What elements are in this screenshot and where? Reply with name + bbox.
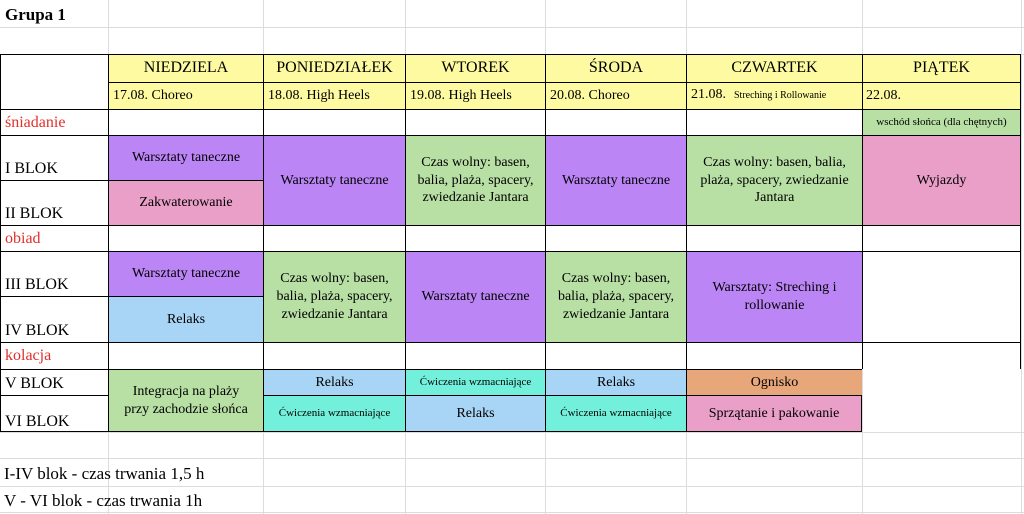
relaks-cell[interactable]: Relaks [108, 296, 263, 342]
empty-cell[interactable] [405, 109, 545, 135]
date-cell-niedziela[interactable] [108, 82, 263, 109]
warsztaty-streching-cell[interactable]: Warsztaty: Streching i rollowanie [686, 251, 862, 342]
date-piatek: 22.08. [866, 88, 901, 103]
integracja-cell[interactable]: Integracja na plaży przy zachodzie słońca [108, 369, 263, 432]
empty-cell[interactable] [686, 109, 862, 135]
row-label-obiad[interactable] [0, 225, 108, 251]
warsztaty-taneczne-cell[interactable]: Warsztaty taneczne [108, 251, 263, 296]
warsztaty-taneczne-cell[interactable]: Warsztaty taneczne [545, 135, 686, 225]
kolacja-label: kolacja [5, 347, 52, 364]
czas-wolny-cell[interactable]: Czas wolny: basen, balia, plaża, spacery, zwiedzanie Jantara [686, 135, 862, 225]
note-duration-2: V - VI blok - czas trwania 1h [4, 491, 203, 510]
cwiczenia-cell[interactable]: Ćwiczenia wzmacniające [263, 395, 405, 432]
relaks-cell[interactable]: Relaks [405, 395, 545, 432]
empty-cell[interactable] [545, 225, 686, 251]
czas-wolny-cell[interactable]: Czas wolny: basen, balia, plaża, spacery, zwiedzanie Jantara [263, 251, 405, 342]
sprzatanie-cell[interactable]: Sprzątanie i pakowanie [686, 395, 862, 432]
date-sroda: 20.08. Choreo [550, 88, 630, 103]
empty-cell[interactable] [263, 109, 405, 135]
date-cell-poniedzialek[interactable] [263, 82, 405, 109]
sheet-title: Grupa 1 [5, 5, 66, 24]
empty-cell[interactable] [862, 225, 1021, 251]
ognisko-cell[interactable]: Ognisko [686, 369, 862, 395]
blok-6-label: VI BLOK [5, 413, 70, 430]
empty-cell[interactable] [686, 225, 862, 251]
row-label-b6[interactable] [0, 395, 108, 432]
empty-cell[interactable] [405, 225, 545, 251]
empty-cell[interactable] [862, 342, 1021, 369]
empty-cell[interactable] [862, 251, 1021, 342]
day-header-piatek[interactable]: PIĄTEK [862, 54, 1021, 82]
date-cell-sroda[interactable] [545, 82, 686, 109]
czas-wolny-cell[interactable]: Czas wolny: basen, balia, plaża, spacery, zwiedzanie Jantara [405, 135, 545, 225]
empty-cell[interactable] [263, 342, 405, 369]
date-czwartek-note: Streching i Rollowanie [734, 90, 827, 101]
row-label-sniadanie[interactable] [0, 109, 108, 135]
note-duration-1: I-IV blok - czas trwania 1,5 h [4, 464, 205, 483]
row-label-kolacja[interactable] [0, 342, 108, 369]
warsztaty-taneczne-cell[interactable]: Warsztaty taneczne [108, 135, 263, 180]
warsztaty-taneczne-cell[interactable]: Warsztaty taneczne [263, 135, 405, 225]
row-label-b4[interactable] [0, 296, 108, 342]
empty-cell[interactable] [405, 342, 545, 369]
row-label-b5[interactable] [0, 369, 108, 395]
obiad-label: obiad [5, 230, 41, 247]
row-label-b3[interactable] [0, 251, 108, 296]
date-czwartek: 21.08. [691, 87, 726, 102]
empty-cell[interactable] [108, 225, 263, 251]
warsztaty-taneczne-cell[interactable]: Warsztaty taneczne [405, 251, 545, 342]
date-niedziela: 17.08. Choreo [113, 88, 193, 103]
empty-cell[interactable] [108, 342, 263, 369]
empty-cell[interactable] [686, 342, 862, 369]
day-header-niedziela[interactable]: NIEDZIELA [108, 54, 263, 82]
blok-4-label: IV BLOK [5, 322, 70, 339]
empty-cell[interactable] [108, 109, 263, 135]
row-label-cell [0, 54, 108, 109]
day-header-poniedzialek[interactable]: PONIEDZIAŁEK [263, 54, 405, 82]
date-cell-czwartek[interactable] [686, 82, 862, 109]
blok-5-label: V BLOK [5, 375, 64, 392]
empty-cell[interactable] [545, 342, 686, 369]
zakwaterowanie-cell[interactable]: Zakwaterowanie [108, 180, 263, 225]
cwiczenia-cell[interactable]: Ćwiczenia wzmacniające [405, 369, 545, 395]
day-header-sroda[interactable]: ŚRODA [545, 54, 686, 82]
row-label-b2[interactable] [0, 180, 108, 225]
blok-2-label: II BLOK [5, 205, 64, 222]
empty-cell[interactable] [263, 225, 405, 251]
date-cell-wtorek[interactable] [405, 82, 545, 109]
day-header-wtorek[interactable]: WTOREK [405, 54, 545, 82]
date-wtorek: 19.08. High Heels [410, 88, 512, 103]
day-header-czwartek[interactable]: CZWARTEK [686, 54, 862, 82]
blok-3-label: III BLOK [5, 276, 69, 293]
empty-cell[interactable] [545, 109, 686, 135]
sniadanie-label: śniadanie [5, 114, 66, 131]
row-label-b1[interactable] [0, 135, 108, 180]
blok-1-label: I BLOK [5, 160, 58, 177]
date-cell-piatek[interactable] [862, 82, 1021, 109]
wschod-cell[interactable]: wschód słońca (dla chętnych) [862, 109, 1021, 135]
relaks-cell[interactable]: Relaks [263, 369, 405, 395]
wyjazdy-cell[interactable]: Wyjazdy [862, 135, 1021, 225]
czas-wolny-cell[interactable]: Czas wolny: basen, balia, plaża, spacery, zwiedzanie Jantara [545, 251, 686, 342]
relaks-cell[interactable]: Relaks [545, 369, 686, 395]
date-poniedzialek: 18.08. High Heels [268, 88, 370, 103]
cwiczenia-cell[interactable]: Ćwiczenia wzmacniające [545, 395, 686, 432]
